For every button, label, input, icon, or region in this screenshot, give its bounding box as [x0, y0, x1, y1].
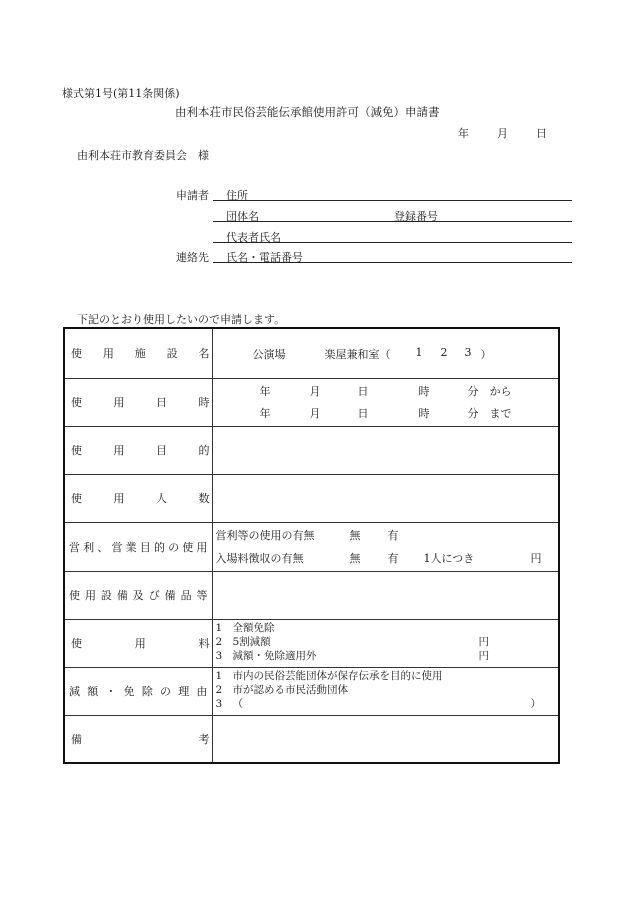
label-char: 等	[196, 589, 208, 602]
fee-half-reduction[interactable]: 5割減額	[232, 635, 271, 648]
form-number: 様式第1号(第11条関係)	[62, 87, 180, 100]
reduction-value-cell[interactable]	[212, 667, 559, 715]
to-label: まで	[489, 406, 512, 420]
applicant-label: 申請者	[176, 189, 209, 202]
facility-value-cell[interactable]	[212, 328, 559, 378]
label-char: 使	[71, 347, 82, 361]
facility-hall[interactable]: 公演場	[252, 348, 286, 362]
label-char: 名	[198, 347, 210, 361]
fee-num-2: 2	[215, 635, 223, 648]
fee-num-3: 3	[215, 649, 223, 662]
fee-row	[64, 619, 559, 667]
admission-yen: 円	[530, 551, 542, 565]
label-char: 除	[141, 685, 153, 698]
label-char: 由	[196, 685, 208, 698]
datetime-row	[64, 378, 559, 426]
commercial-yes-option[interactable]: 有	[387, 528, 399, 542]
label-char: の	[160, 685, 172, 698]
reduction-row	[64, 667, 559, 715]
from-year: 年	[259, 384, 271, 398]
label-char: 使	[71, 396, 82, 409]
room-2[interactable]: 2	[440, 346, 448, 360]
admission-none-option[interactable]: 無	[349, 551, 361, 565]
from-label: から	[489, 384, 512, 398]
label-char: 減	[69, 685, 80, 698]
date-day: 日	[536, 127, 547, 140]
address-label: 住所	[226, 189, 248, 202]
fee-value-cell[interactable]	[212, 619, 559, 667]
label-char: 品	[180, 589, 192, 602]
label-char: 考	[198, 732, 210, 746]
label-char: 免	[123, 685, 135, 698]
representative-line[interactable]	[213, 242, 572, 243]
reason-other-close: ）	[530, 697, 541, 710]
facility-green-room[interactable]: 楽屋兼和室（	[324, 348, 391, 362]
fee-full-exemption[interactable]: 全額免除	[232, 621, 275, 634]
commercial-none-option[interactable]: 無	[349, 528, 361, 542]
equipment-label	[64, 571, 212, 619]
label-char: 使	[182, 540, 194, 554]
label-char: 額	[87, 685, 99, 698]
purpose-row	[64, 426, 559, 474]
commercial-label	[64, 522, 212, 571]
facility-label	[64, 328, 212, 378]
from-day: 日	[357, 384, 369, 398]
label-char: 設	[166, 347, 178, 361]
room-3[interactable]: 3	[464, 346, 472, 360]
label-char: 用	[113, 492, 125, 505]
group-name-line[interactable]	[213, 221, 572, 222]
label-char: 使	[71, 637, 82, 650]
equipment-row	[64, 571, 559, 619]
remarks-row	[64, 715, 559, 763]
label-char: 料	[198, 637, 210, 650]
admission-yes-option[interactable]: 有	[387, 551, 399, 565]
from-month: 月	[309, 384, 321, 398]
from-minute: 分	[467, 384, 479, 398]
label-char: 用	[84, 589, 96, 602]
facility-row	[64, 328, 559, 378]
to-month: 月	[309, 406, 321, 420]
label-char: 数	[198, 492, 210, 505]
contact-label: 連絡先	[176, 251, 209, 264]
label-char: び	[148, 589, 160, 602]
registration-number-label: 登録番号	[394, 210, 438, 223]
label-char: 日	[156, 396, 167, 409]
reason-num-3: 3	[215, 697, 223, 710]
fee-not-applicable[interactable]: 減額・免除適用外	[232, 649, 317, 662]
label-char: 施	[134, 347, 146, 361]
purpose-label	[64, 426, 212, 474]
label-char: 使	[69, 589, 80, 602]
reason-folk-group[interactable]: 市内の民俗芸能団体が保存伝承を目的に使用	[232, 669, 443, 682]
equipment-value-cell[interactable]	[212, 571, 559, 619]
people-label	[64, 474, 212, 522]
fee-num-1: 1	[215, 621, 223, 634]
fee-label	[64, 619, 212, 667]
fee-half-yen: 円	[478, 635, 489, 648]
remarks-label	[64, 715, 212, 763]
room-1[interactable]: 1	[415, 346, 423, 360]
label-char: 営	[111, 540, 123, 554]
contact-line[interactable]	[213, 262, 572, 263]
label-char: 目	[156, 444, 167, 457]
datetime-label	[64, 378, 212, 426]
addressee: 由利本荘市教育委員会 様	[77, 149, 209, 162]
commercial-value-cell[interactable]	[212, 522, 559, 571]
label-char: 利	[83, 540, 95, 554]
from-hour: 時	[418, 384, 430, 398]
label-char: ・	[105, 685, 117, 698]
label-char: 備	[164, 589, 176, 602]
people-value-cell[interactable]	[212, 474, 559, 522]
label-char: 時	[198, 396, 210, 409]
label-char: 用	[134, 637, 146, 650]
label-char: の	[168, 540, 180, 554]
reduction-label	[64, 667, 212, 715]
contact-name-phone-label: 氏名・電話番号	[226, 251, 303, 264]
facility-close-paren: ）	[480, 348, 492, 362]
admission-question: 入場料徴収の有無	[215, 551, 304, 565]
application-table	[63, 327, 560, 764]
purpose-value-cell[interactable]	[212, 426, 559, 474]
datetime-value-cell[interactable]	[212, 378, 559, 426]
label-char: 理	[178, 685, 190, 698]
reason-other-open[interactable]: （	[232, 697, 243, 710]
label-char: 、	[97, 540, 109, 554]
label-char: 的	[153, 540, 165, 554]
label-char: 業	[125, 540, 137, 554]
commercial-row	[64, 522, 559, 571]
date-year: 年	[458, 127, 469, 140]
label-char: 的	[198, 444, 210, 457]
group-name-label: 団体名	[226, 210, 259, 223]
people-row	[64, 474, 559, 522]
date-month: 月	[497, 127, 508, 140]
representative-label: 代表者氏名	[226, 231, 281, 244]
label-char: 用	[102, 347, 114, 361]
label-char: 設	[100, 589, 112, 602]
fee-na-yen: 円	[478, 649, 489, 662]
intro-text: 下記のとおり使用したいので申請します。	[77, 313, 286, 326]
label-char: 使	[71, 492, 82, 505]
label-char: 用	[113, 444, 125, 457]
to-hour: 時	[418, 406, 430, 420]
label-char: 備	[116, 589, 128, 602]
reason-num-2: 2	[215, 683, 223, 696]
label-char: 用	[196, 540, 208, 554]
label-char: 人	[156, 492, 167, 505]
commercial-use-question: 営利等の使用の有無	[215, 528, 315, 542]
to-day: 日	[357, 406, 369, 420]
to-year: 年	[259, 406, 271, 420]
document-title: 由利本荘市民俗芸能伝承館使用許可（減免）申請書	[175, 105, 440, 119]
label-char: 及	[132, 589, 144, 602]
reason-num-1: 1	[215, 669, 223, 682]
per-person-label: 1人につき	[423, 551, 475, 565]
label-char: 目	[139, 540, 151, 554]
remarks-value-cell[interactable]	[212, 715, 559, 763]
address-line[interactable]	[213, 200, 572, 201]
label-char: 使	[71, 444, 82, 457]
label-char: 営	[69, 540, 80, 554]
to-minute: 分	[467, 406, 479, 420]
label-char: 備	[71, 732, 82, 746]
reason-citizen-group[interactable]: 市が認める市民活動団体	[232, 683, 348, 696]
label-char: 用	[113, 396, 125, 409]
